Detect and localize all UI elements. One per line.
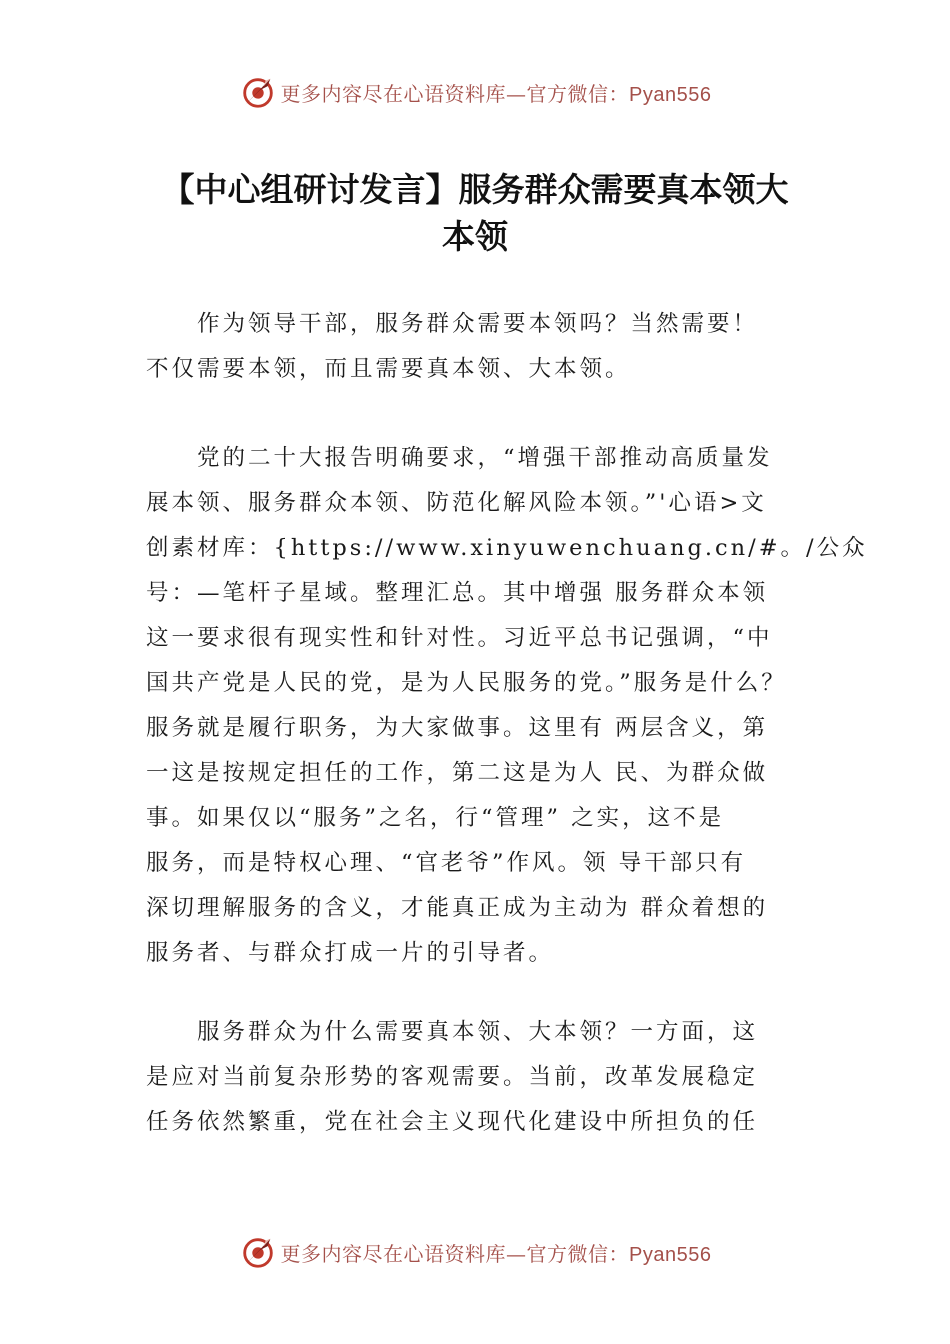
paragraph-line: 展本领、服务群众本领、防范化解风险本领。”'心语>文 <box>146 490 767 516</box>
paragraph-line: 深切理解服务的含义，才能真正成为主动为 群众着想的 <box>146 895 769 921</box>
paragraph-line: 服务群众为什么需要真本领、大本领？一方面，这 <box>146 1019 759 1045</box>
title-line-1: 【中心组研讨发言】服务群众需要真本领大 <box>161 170 789 209</box>
paragraph-line: 党的二十大报告明确要求，“增强干部推动高质量发 <box>146 445 773 471</box>
footer-banner-text: 更多内容尽在心语资料库—官方微信： <box>280 1241 630 1266</box>
paragraph-line: 一这是按规定担任的工作，第二这是为人 民、为群众做 <box>146 760 769 786</box>
header-wechat-id: Pyan556 <box>629 83 712 106</box>
paragraph-line: 服务，而是特权心理、“官老爷”作风。领 导干部只有 <box>146 850 747 876</box>
quill-logo-icon <box>239 1233 277 1271</box>
paragraph-2 <box>146 436 868 976</box>
document-title <box>110 166 840 260</box>
paragraph-line: 服务者、与群众打成一片的引导者。 <box>146 940 555 966</box>
quill-logo-icon <box>239 73 277 111</box>
paragraph-line: 事。如果仅以“服务”之名，行“管理” 之实，这不是 <box>146 805 725 831</box>
paragraph-line: 这一要求很有现实性和针对性。习近平总书记强调，“中 <box>146 625 773 651</box>
title-line-2: 本领 <box>442 217 508 256</box>
footer-wechat-id: Pyan556 <box>629 1243 712 1266</box>
paragraph-line: 国共产党是人民的党，是为人民服务的党。”服务是什么？ <box>146 670 787 696</box>
header-banner-text: 更多内容尽在心语资料库—官方微信： <box>280 81 630 106</box>
header-banner <box>0 72 950 112</box>
paragraph-line: 号：—笔杆子星域。整理汇总。其中增强 服务群众本领 <box>146 580 769 606</box>
paragraph-line: 是应对当前复杂形势的客观需要。当前，改革发展稳定 <box>146 1064 759 1090</box>
paragraph-line: 创素材库：{https://www.xinyuwenchuang.cn/#。/公众 <box>146 535 868 561</box>
paragraph-3 <box>146 1010 846 1145</box>
paragraph-line: 不仅需要本领，而且需要真本领、大本领。 <box>146 356 631 382</box>
paragraph-1 <box>146 302 846 392</box>
paragraph-line: 作为领导干部，服务群众需要本领吗？当然需要！ <box>146 311 759 337</box>
paragraph-line: 任务依然繁重，党在社会主义现代化建设中所担负的任 <box>146 1109 759 1135</box>
paragraph-line: 服务就是履行职务，为大家做事。这里有 两层含义，第 <box>146 715 769 741</box>
footer-banner <box>0 1232 950 1272</box>
